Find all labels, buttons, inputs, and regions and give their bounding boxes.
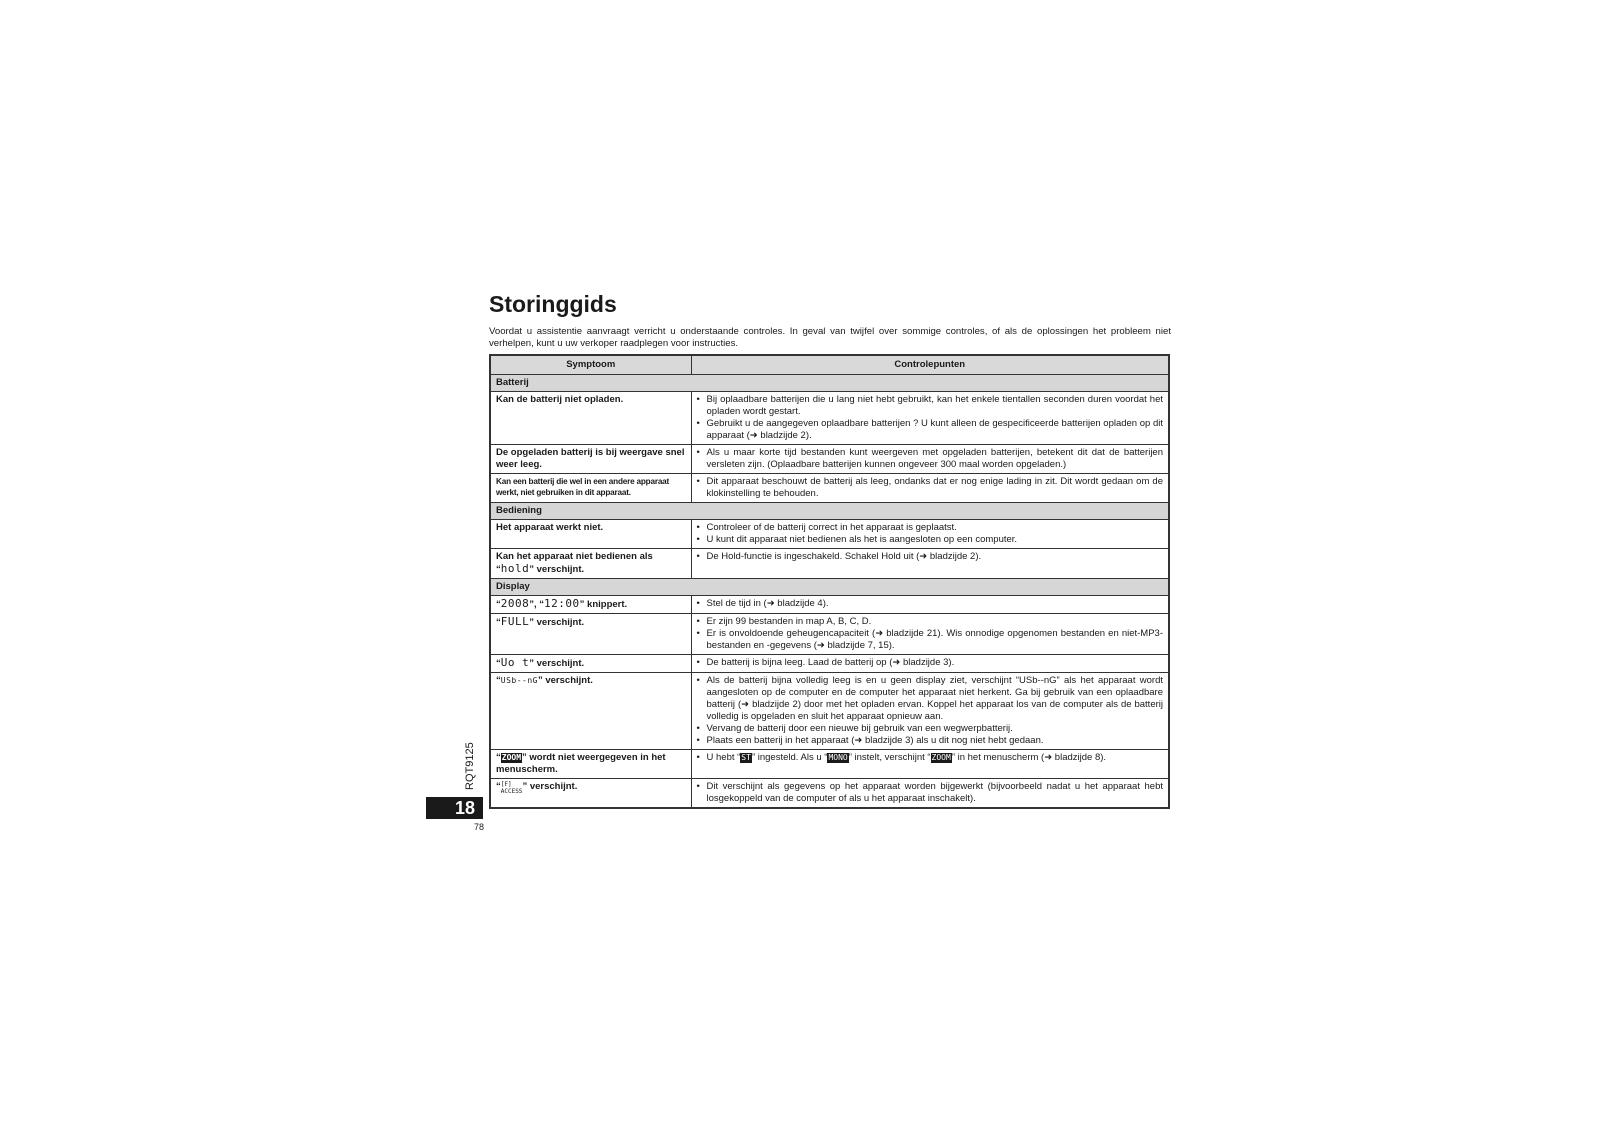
table-row <box>490 520 1169 549</box>
symptom-text: verschijnt. <box>545 675 593 686</box>
symptom-cell: Kan het apparaat niet bedienen als “hold” verschijnt. <box>490 549 691 579</box>
symptom-text: Kan het apparaat niet bedienen als <box>496 551 653 562</box>
access-display-icon <box>501 781 523 795</box>
symptom-cell: “ [F] ACCESS ” verschijnt. <box>490 779 691 809</box>
table-row <box>490 549 1169 579</box>
year-display-icon: 2008 <box>500 597 530 610</box>
symptom-cell: Kan een batterij die wel in een andere apparaat werkt, niet gebruiken in dit apparaat. <box>490 474 691 503</box>
symptom-cell: Het apparaat werkt niet. <box>490 520 691 549</box>
symptom-cell: “Uo t” verschijnt. <box>490 655 691 673</box>
symptom-text: verschijnt. <box>529 781 578 792</box>
check-item: • Als de batterij bijna volledig leeg is en u geen display ziet, verschijnt “USb--nG” als het apparaat wordt aangesloten op de computer en de computer het apparaat niet herkent. Ga bij gebruik van een oplaadbare batterij (➜ bladzijde 2) door met het opladen ervan. Koppel het apparaat los van de computer als de batterij volledig is opgeladen en sluit het apparaat opnieuw aan. <box>697 675 1164 723</box>
check-item: • U kunt dit apparaat niet bedienen als het is aangesloten op een computer. <box>697 534 1164 546</box>
access-bottom: ACCESS <box>500 788 523 795</box>
checks-cell <box>691 779 1169 809</box>
troubleshooting-table <box>489 354 1170 809</box>
section-row-bediening <box>490 503 1169 520</box>
section-row-display <box>490 579 1169 596</box>
check-item: • Stel de tijd in (➜ bladzijde 4). <box>697 598 1164 610</box>
check-item: • Er is onvoldoende geheugencapaciteit (➜ bladzijde 21). Wis onnodige opgenomen bestanden en niet-MP3-bestanden en -gegevens (➜ bladzijde 7, 15). <box>697 628 1164 652</box>
st-icon: ST <box>741 753 751 762</box>
mono-icon: MONO <box>828 753 848 762</box>
section-title: Batterij <box>490 375 1169 392</box>
checks-cell <box>691 474 1169 503</box>
check-item: • Gebruikt u de aangegeven oplaadbare batterijen ? U kunt alleen de gespecificeerde batterijen opladen op dit apparaat (➜ bladzijde 2). <box>697 418 1164 442</box>
table-row <box>490 779 1169 809</box>
full-display-icon: FULL <box>500 615 530 628</box>
section-row-batterij <box>490 375 1169 392</box>
check-text: ” ingesteld. Als u “ <box>751 752 828 763</box>
symptom-text: wordt niet weergegeven in het menuscherm. <box>496 752 666 775</box>
checks-cell <box>691 596 1169 614</box>
intro-text: Voordat u assistentie aanvraagt verricht u onderstaande controles. In geval van twijfel over sommige controles, of als de oplossingen het probleem niet verhelpen, kunt u uw verkoper raadplegen voor instructies. <box>489 326 1171 349</box>
symptom-cell: “USb--nG” verschijnt. <box>490 673 691 750</box>
symptom-cell: “FULL” verschijnt. <box>490 614 691 655</box>
checks-cell <box>691 673 1169 750</box>
symptom-text: verschijnt. <box>536 617 585 628</box>
check-text: U hebt “ <box>706 752 741 763</box>
check-item: • Er zijn 99 bestanden in map A, B, C, D. <box>697 616 1164 628</box>
column-header-symptom: Symptoom <box>490 355 691 375</box>
checks-cell <box>691 655 1169 673</box>
symptom-cell: “2008”, “12:00” knippert. <box>490 596 691 614</box>
table-row <box>490 596 1169 614</box>
table-row <box>490 474 1169 503</box>
clock-display-icon: 12:00 <box>544 597 580 610</box>
checks-cell <box>691 392 1169 445</box>
symptom-cell: De opgeladen batterij is bij weergave snel weer leeg. <box>490 445 691 474</box>
symptom-cell: Kan de batterij niet opladen. <box>490 392 691 445</box>
zoom-icon: ZOOM <box>931 753 951 762</box>
check-item: • Als u maar korte tijd bestanden kunt weergeven met opgeladen batterijen, betekent dit dat de batterijen versleten zijn. (Oplaadbare batterijen kunnen ongeveer 300 maal worden opgeladen.) <box>697 447 1164 471</box>
section-title: Bediening <box>490 503 1169 520</box>
table-row <box>490 445 1169 474</box>
checks-cell <box>691 549 1169 579</box>
symptom-text: verschijnt. <box>536 564 585 575</box>
document-code: RQT9125 <box>464 742 476 790</box>
check-item: • De Hold-functie is ingeschakeld. Schakel Hold uit (➜ bladzijde 2). <box>697 551 1164 563</box>
check-text: ” instelt, verschijnt “ <box>848 752 931 763</box>
table-row <box>490 655 1169 673</box>
usb-ng-display-icon: USb--nG <box>500 676 538 685</box>
check-item: • Dit apparaat beschouwt de batterij als leeg, ondanks dat er nog enige lading in zit. Dit wordt gedaan om de klokinstelling te behouden. <box>697 476 1164 500</box>
check-item: • Vervang de batterij door een nieuwe bij gebruik van een wegwerpbatterij. <box>697 723 1164 735</box>
zoom-icon: ZOOM <box>501 753 522 762</box>
uot-display-icon: Uo t <box>500 656 530 669</box>
page-number: 78 <box>474 822 485 832</box>
page-title: Storinggids <box>489 291 617 317</box>
table-row <box>490 673 1169 750</box>
table-header-row <box>490 355 1169 375</box>
check-item <box>697 752 1164 764</box>
table-row <box>490 750 1169 779</box>
check-item: • Dit verschijnt als gegevens op het apparaat worden bijgewerkt (bijvoorbeeld nadat u het apparaat hebt losgekoppeld van de computer of als u het apparaat inschakelt). <box>697 781 1164 805</box>
access-top: [F] <box>500 781 512 788</box>
hold-display-icon: hold <box>500 562 530 575</box>
table-row <box>490 392 1169 445</box>
checks-cell <box>691 445 1169 474</box>
check-text: ” in het menuscherm (➜ bladzijde 8). <box>951 752 1107 763</box>
symptom-cell: “ZOOM” wordt niet weergegeven in het menuscherm. <box>490 750 691 779</box>
checks-cell <box>691 614 1169 655</box>
check-item: • Controleer of de batterij correct in het apparaat is geplaatst. <box>697 522 1164 534</box>
check-item: • Bij oplaadbare batterijen die u lang niet hebt gebruikt, kan het enkele tientallen seconden duren voordat het opladen wordt gestart. <box>697 394 1164 418</box>
page-tab: 18 <box>426 797 483 819</box>
check-item: • Plaats een batterij in het apparaat (➜ bladzijde 3) als u dit nog niet hebt gedaan. <box>697 735 1164 747</box>
section-title: Display <box>490 579 1169 596</box>
checks-cell <box>691 750 1169 779</box>
checks-cell <box>691 520 1169 549</box>
symptom-text: verschijnt. <box>536 658 585 669</box>
table-row <box>490 614 1169 655</box>
symptom-text: knippert. <box>587 599 628 610</box>
check-item: • De batterij is bijna leeg. Laad de batterij op (➜ bladzijde 3). <box>697 657 1164 669</box>
column-header-checks: Controlepunten <box>691 355 1169 375</box>
